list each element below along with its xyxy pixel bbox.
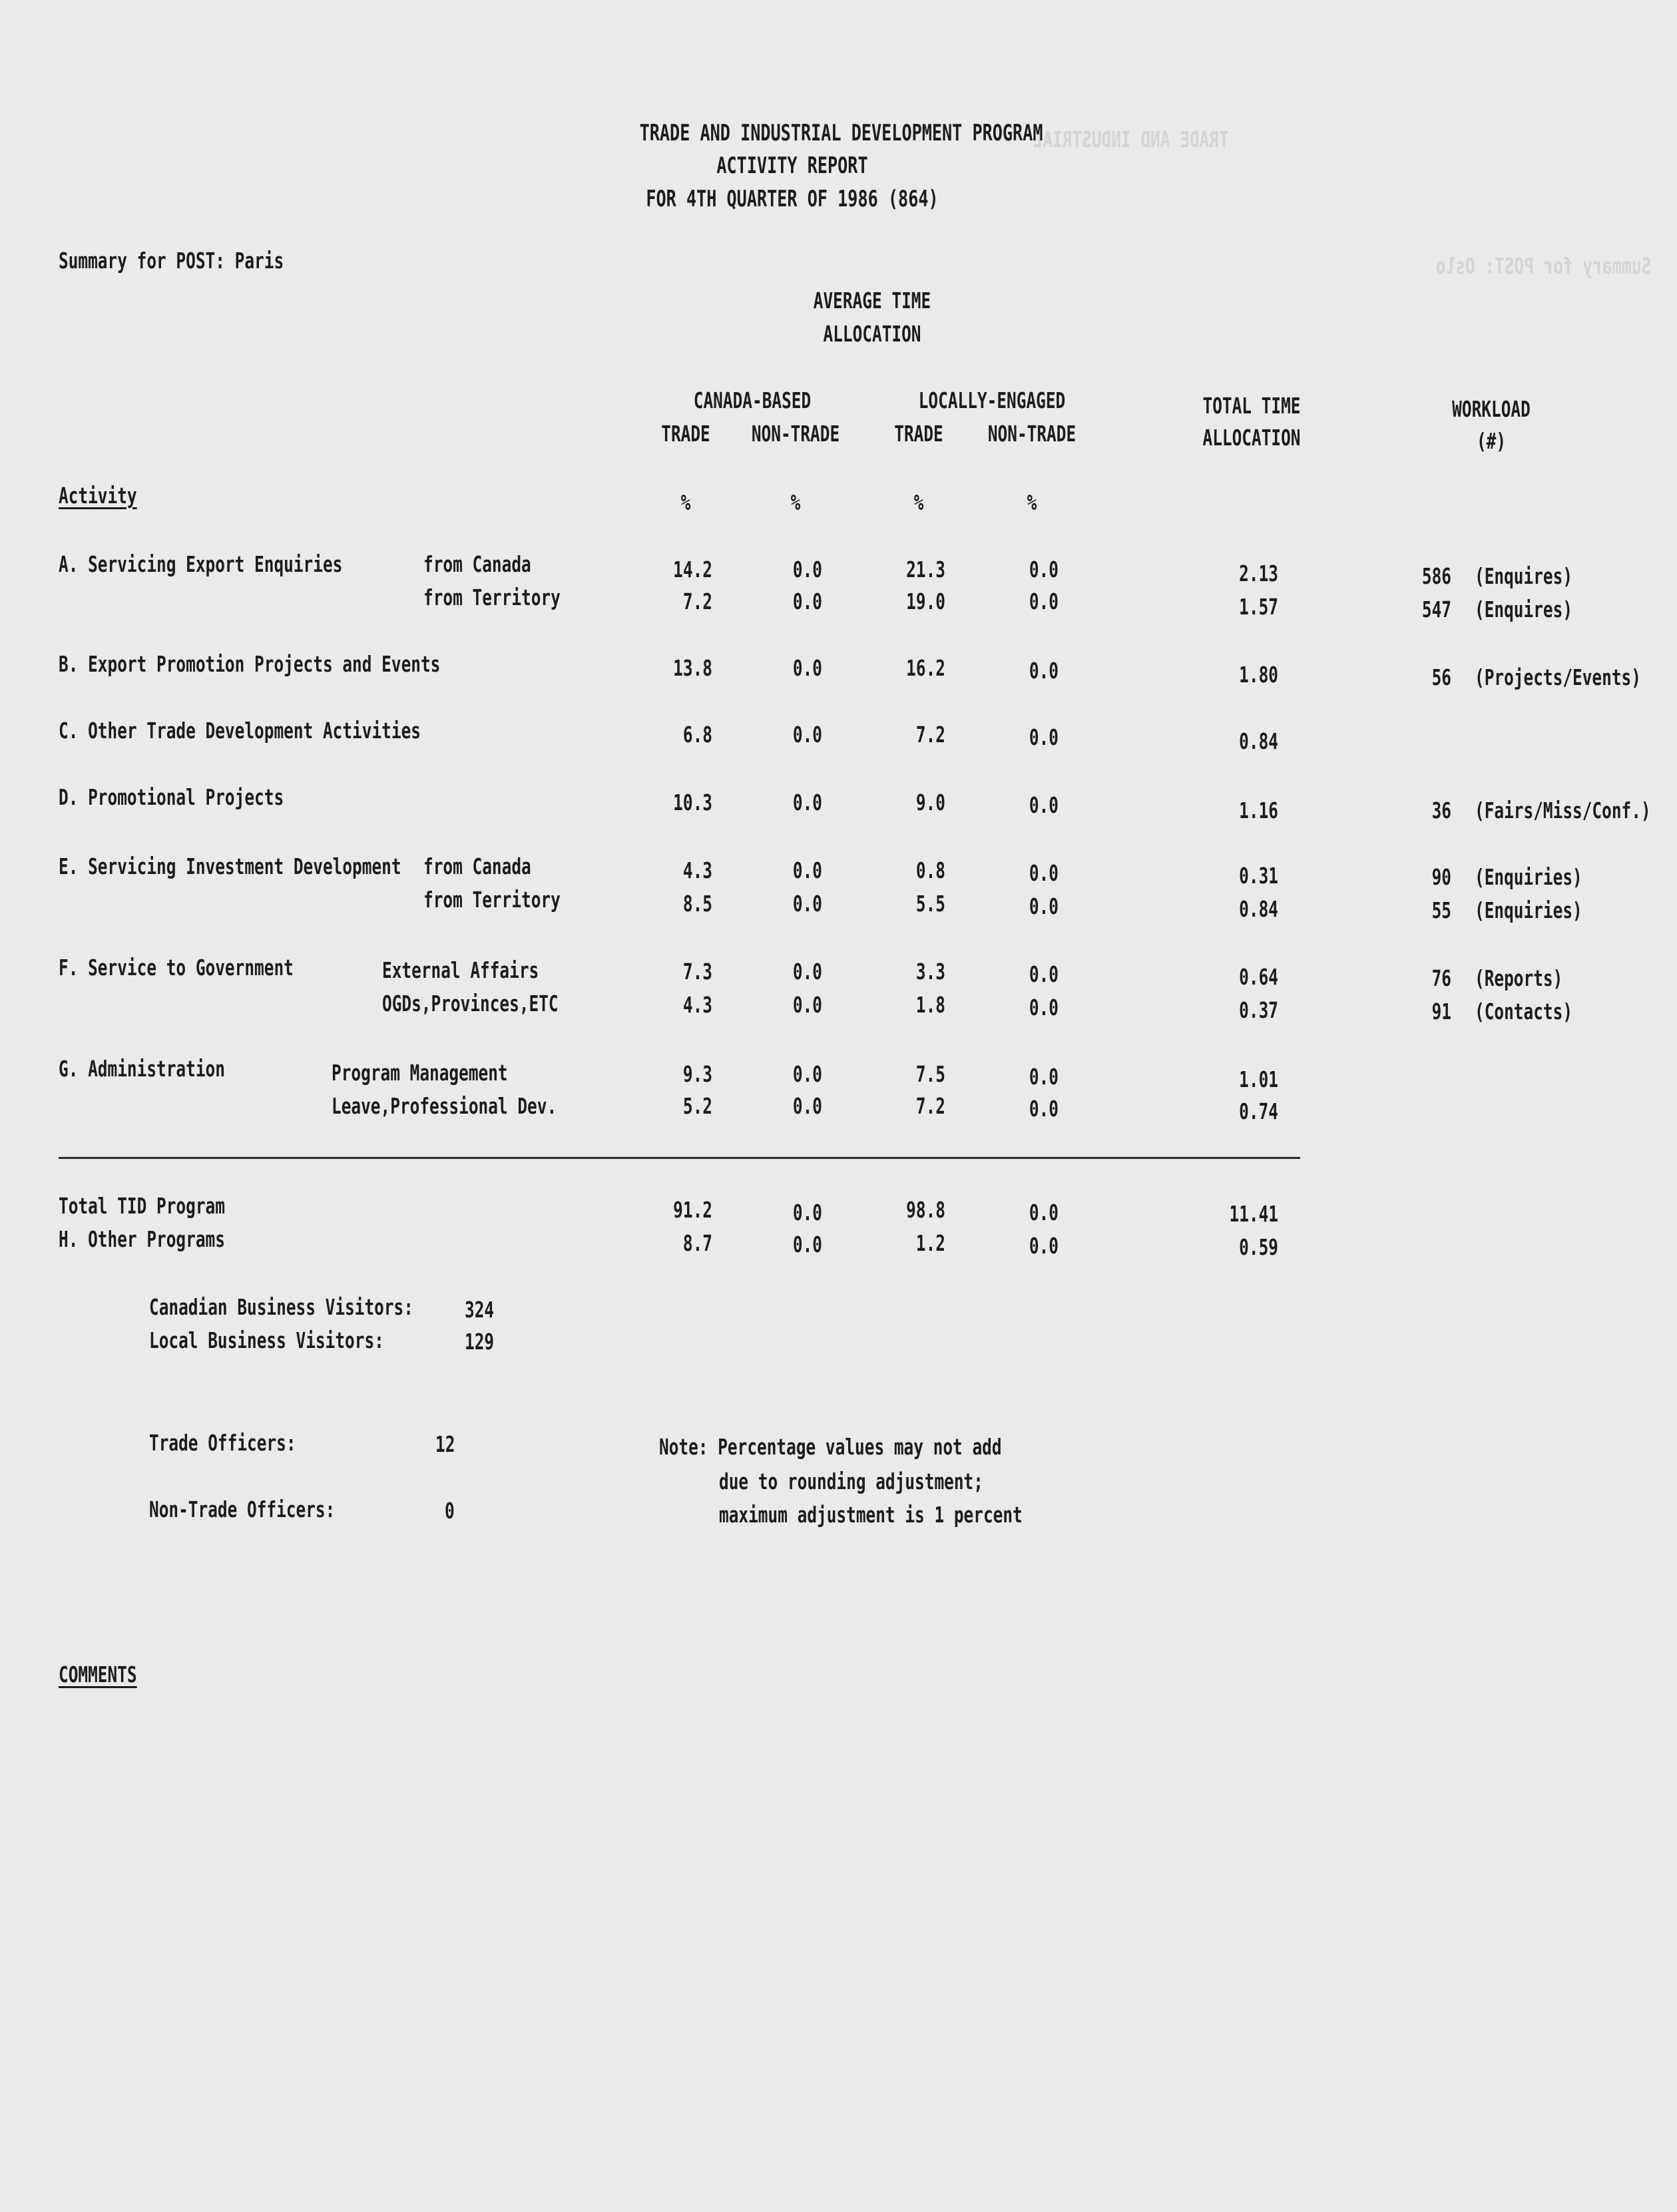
row-cb-nontrade: 0.0 [792,655,822,681]
header-canada-based: CANADA-BASED [693,387,812,413]
row-cb-nontrade: 0.0 [792,1093,822,1119]
row-activity: C. Other Trade Development Activities [59,718,421,744]
other-le-trade: 1.2 [915,1230,945,1256]
row-cb-nontrade: 0.0 [792,722,822,748]
header-workload-2: (#) [1476,428,1507,454]
row-le-trade: 5.5 [915,891,945,917]
row-le-trade: 7.5 [915,1061,945,1087]
row-le-trade: 7.2 [915,1093,945,1119]
row-le-trade: 19.0 [906,588,945,614]
bleed-through-text: TRADE AND INDUSTRIAL [1033,126,1229,152]
row-le-nontrade: 0.0 [1029,1064,1059,1090]
row-total: 0.74 [1239,1098,1278,1124]
row-le-trade: 16.2 [906,655,945,681]
row-total: 0.84 [1239,896,1278,922]
row-activity: B. Export Promotion Projects and Events [59,651,441,677]
report-title-line2: ACTIVITY REPORT [716,152,868,179]
row-subactivity: Leave,Professional Dev. [332,1093,557,1119]
row-workload-count: 36 [1431,797,1451,823]
row-le-nontrade: 0.0 [1029,724,1059,750]
row-subactivity: from Territory [423,887,561,913]
row-le-nontrade: 0.0 [1029,1096,1059,1122]
row-workload-count: 56 [1431,664,1451,690]
row-le-trade: 7.2 [915,722,945,748]
row-total: 2.13 [1239,560,1278,586]
total-cb-nontrade: 0.0 [792,1200,822,1225]
row-le-nontrade: 0.0 [1029,893,1059,919]
row-cb-trade: 8.5 [682,891,712,917]
row-cb-trade: 7.2 [682,588,712,614]
row-subactivity: OGDs,Provinces,ETC [382,991,559,1016]
row-total: 1.16 [1239,797,1278,823]
row-le-trade: 21.3 [906,556,945,582]
row-subactivity: from Territory [423,584,561,610]
row-cb-trade: 7.3 [682,959,712,985]
other-programs-label: H. Other Programs [59,1226,225,1252]
row-cb-nontrade: 0.0 [792,588,822,614]
total-time: 11.41 [1229,1201,1278,1227]
row-total: 0.37 [1239,997,1278,1023]
local-visitors-value: 129 [465,1329,495,1355]
row-workload-label: (Enquiries) [1475,897,1582,923]
row-cb-trade: 13.8 [673,655,712,681]
report-title-line1: TRADE AND INDUSTRIAL DEVELOPMENT PROGRAM [639,120,1043,146]
row-cb-nontrade: 0.0 [792,959,822,985]
row-cb-trade: 9.3 [682,1061,712,1087]
header-locally-engaged: LOCALLY-ENGAGED [918,387,1066,413]
row-cb-trade: 10.3 [673,789,712,815]
avg-time-line1: AVERAGE TIME [813,288,931,314]
row-workload-count: 547 [1421,596,1451,622]
row-workload-count: 90 [1431,864,1451,890]
total-cb-trade: 91.2 [673,1197,712,1223]
row-cb-trade: 5.2 [682,1093,712,1119]
row-workload-count: 586 [1421,563,1451,589]
header-cb-nontrade: NON-TRADE [751,421,840,447]
row-cb-trade: 4.3 [682,992,712,1018]
row-workload-label: (Enquires) [1475,596,1573,622]
total-le-trade: 98.8 [906,1197,945,1223]
row-le-trade: 0.8 [915,857,945,883]
row-cb-nontrade: 0.0 [792,891,822,917]
header-workload-1: WORKLOAD [1452,396,1531,422]
row-total: 0.64 [1239,964,1278,990]
avg-time-line2: ALLOCATION [823,321,921,347]
row-le-nontrade: 0.0 [1029,588,1059,614]
row-cb-trade: 6.8 [682,722,712,748]
row-cb-nontrade: 0.0 [792,857,822,883]
row-workload-label: (Contacts) [1475,998,1573,1024]
local-visitors-label: Local Business Visitors: [149,1327,384,1353]
other-cb-trade: 8.7 [682,1230,712,1256]
row-cb-nontrade: 0.0 [792,992,822,1018]
row-total: 0.31 [1239,863,1278,889]
row-total: 1.57 [1239,594,1278,620]
row-activity: A. Servicing Export Enquiries [59,551,343,577]
row-workload-label: (Fairs/Miss/Conf.) [1475,797,1651,823]
row-cb-trade: 4.3 [682,857,712,883]
trade-officers-label: Trade Officers: [149,1430,296,1456]
header-cb-trade: TRADE [661,421,710,447]
row-le-nontrade: 0.0 [1029,556,1059,582]
row-cb-trade: 14.2 [673,556,712,582]
row-workload-count: 76 [1431,965,1451,991]
pct-cb-trade: % [680,489,691,515]
header-le-trade: TRADE [894,421,943,447]
row-activity: F. Service to Government [59,955,294,981]
row-le-trade: 3.3 [915,959,945,985]
row-le-nontrade: 0.0 [1029,961,1059,987]
row-le-nontrade: 0.0 [1029,658,1059,684]
row-workload-label: (Enquiries) [1475,864,1582,890]
header-total-time-1: TOTAL TIME [1202,393,1301,419]
row-workload-label: (Reports) [1475,965,1563,991]
row-subactivity: Program Management [332,1060,508,1086]
comments-heading: COMMENTS [59,1661,137,1687]
row-total: 1.01 [1239,1066,1278,1092]
activity-heading: Activity [59,483,137,509]
pct-le-trade: % [913,489,924,515]
note-line2: due to rounding adjustment; [719,1468,983,1494]
header-le-nontrade: NON-TRADE [987,421,1077,447]
row-cb-nontrade: 0.0 [792,556,822,582]
note-line3: maximum adjustment is 1 percent [719,1502,1023,1528]
report-title-line3: FOR 4TH QUARTER OF 1986 (864) [646,186,939,212]
canadian-visitors-label: Canadian Business Visitors: [149,1294,413,1320]
other-time: 0.59 [1239,1234,1278,1260]
row-cb-nontrade: 0.0 [792,789,822,815]
row-le-nontrade: 0.0 [1029,792,1059,818]
total-tid-label: Total TID Program [59,1193,225,1219]
row-workload-label: (Enquires) [1475,563,1573,589]
row-activity: D. Promotional Projects [59,784,284,810]
row-total: 0.84 [1239,728,1278,754]
divider-rule [59,1157,1300,1159]
row-le-nontrade: 0.0 [1029,860,1059,886]
nontrade-officers-label: Non-Trade Officers: [149,1496,336,1522]
row-activity: G. Administration [59,1056,225,1082]
nontrade-officers-value: 0 [445,1498,455,1524]
row-workload-count: 91 [1431,998,1451,1024]
row-activity: E. Servicing Investment Development [59,853,401,879]
total-le-nontrade: 0.0 [1029,1200,1059,1225]
row-le-trade: 9.0 [915,789,945,815]
row-subactivity: from Canada [423,853,531,879]
canadian-visitors-value: 324 [465,1297,495,1323]
row-le-trade: 1.8 [915,992,945,1018]
note-line1: Note: Percentage values may not add [659,1434,1002,1460]
row-cb-nontrade: 0.0 [792,1061,822,1087]
row-subactivity: from Canada [423,551,531,577]
row-total: 1.80 [1239,662,1278,688]
header-total-time-2: ALLOCATION [1202,425,1301,451]
pct-cb-nontrade: % [790,489,801,515]
post-summary: Summary for POST: Paris [59,248,284,274]
row-le-nontrade: 0.0 [1029,995,1059,1020]
bleed-through-text: Summary for POST: Oslo [1435,253,1652,279]
trade-officers-value: 12 [435,1431,455,1457]
row-workload-label: (Projects/Events) [1475,664,1641,690]
pct-le-nontrade: % [1027,489,1037,515]
other-cb-nontrade: 0.0 [792,1231,822,1257]
row-workload-count: 55 [1431,897,1451,923]
other-le-nontrade: 0.0 [1029,1233,1059,1259]
row-subactivity: External Affairs [382,957,539,983]
